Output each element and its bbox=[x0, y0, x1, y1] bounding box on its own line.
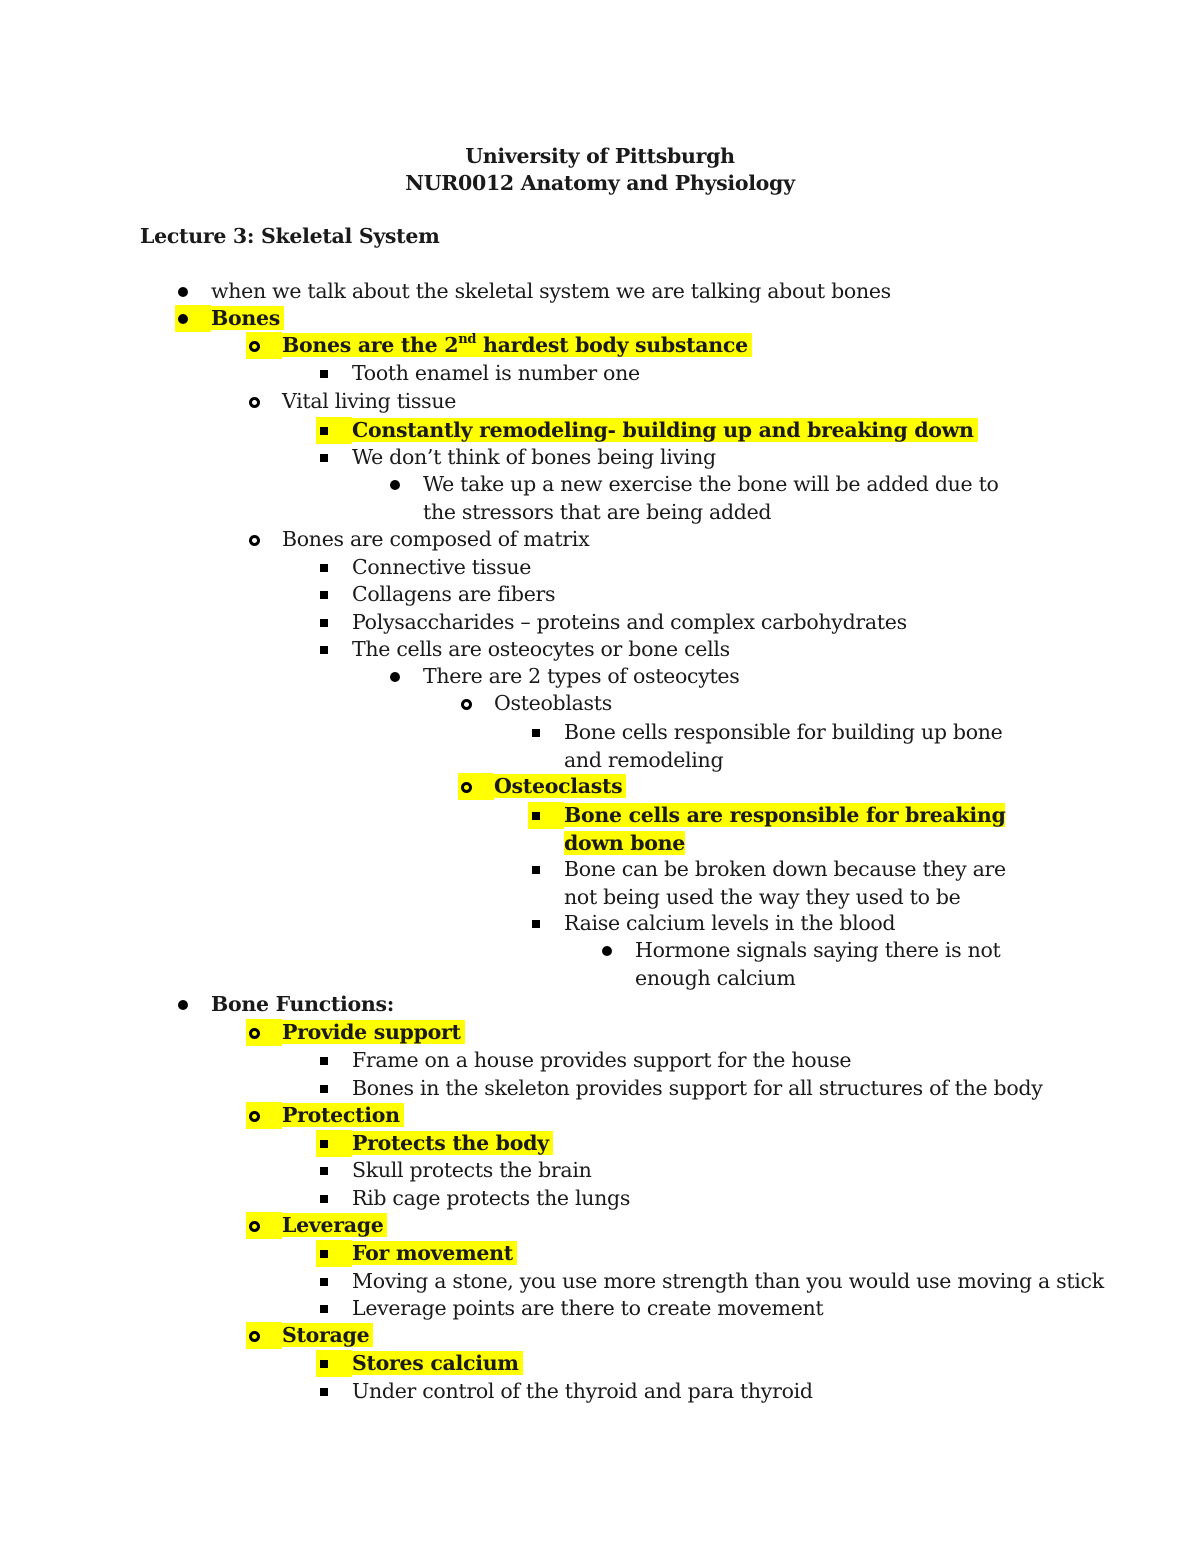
outline-item-text: Tooth enamel is number one bbox=[352, 361, 640, 385]
outline-item-protection bbox=[246, 1102, 404, 1130]
outline-item-text: Connective tissue bbox=[352, 555, 532, 579]
university-title: University of Pittsburgh bbox=[465, 144, 735, 168]
outline-item-tooth-enamel bbox=[316, 360, 640, 388]
square-bullet-icon bbox=[316, 554, 336, 581]
square-bullet-icon bbox=[316, 1075, 336, 1102]
outline-item-text: There are 2 types of osteocytes bbox=[423, 664, 740, 688]
square-bullet-icon bbox=[316, 1047, 336, 1074]
square-bullet-icon bbox=[316, 636, 336, 663]
disc-bullet-icon bbox=[175, 991, 195, 1018]
outline-item-text: We don’t think of bones being living bbox=[352, 445, 716, 469]
outline-item-text: Under control of the thyroid and para thyroid bbox=[352, 1379, 813, 1403]
outline-item-text: Skull protects the brain bbox=[352, 1158, 592, 1182]
square-bullet-icon bbox=[316, 581, 336, 608]
circle-bullet-icon bbox=[458, 773, 494, 800]
outline-item-collagens bbox=[316, 581, 555, 609]
outline-item-leverage-points bbox=[316, 1295, 823, 1323]
square-bullet-icon bbox=[316, 1295, 336, 1322]
outline-item-osteocytes bbox=[316, 636, 730, 664]
square-bullet-icon bbox=[316, 444, 336, 471]
outline-item-text: Osteoclasts bbox=[494, 774, 626, 798]
outline-item-bones-living bbox=[316, 444, 716, 472]
text-part: hardest body substance bbox=[476, 333, 748, 357]
square-bullet-icon bbox=[316, 1240, 352, 1267]
outline-item-text: Stores calcium bbox=[352, 1351, 523, 1375]
outline-item-text: We take up a new exercise the bone will be added due to the stressors that are being added bbox=[423, 472, 999, 524]
outline-item-text: Moving a stone, you use more strength than you would use moving a stick bbox=[352, 1269, 1104, 1293]
outline-item-text: Protects the body bbox=[352, 1131, 553, 1155]
outline-item-skeleton-support bbox=[316, 1075, 1043, 1103]
outline-item-text bbox=[282, 333, 752, 357]
square-bullet-icon bbox=[528, 802, 564, 829]
outline-item-frame-house bbox=[316, 1047, 851, 1075]
outline-item-rib-cage bbox=[316, 1185, 630, 1213]
outline-item-storage bbox=[246, 1322, 373, 1350]
square-bullet-icon bbox=[316, 1130, 352, 1157]
outline-item-stores-calcium bbox=[316, 1350, 523, 1378]
outline-item-text: Protection bbox=[282, 1103, 404, 1127]
outline-item-vital-tissue bbox=[246, 388, 456, 416]
square-bullet-icon bbox=[316, 1378, 336, 1405]
circle-bullet-icon bbox=[458, 690, 478, 717]
outline-item-text: Provide support bbox=[282, 1020, 465, 1044]
outline-item-polysaccharides bbox=[316, 609, 907, 637]
outline-item-text: Bones are composed of matrix bbox=[282, 527, 590, 551]
course-title: NUR0012 Anatomy and Physiology bbox=[405, 171, 795, 195]
outline-item-text: The cells are osteocytes or bone cells bbox=[352, 637, 730, 661]
outline-item-text: Bone cells are responsible for breaking down bone bbox=[564, 803, 1006, 855]
outline-item-broken-down bbox=[528, 856, 1018, 911]
outline-item-text: Raise calcium levels in the blood bbox=[564, 911, 896, 935]
outline-item-text: Osteoblasts bbox=[494, 691, 612, 715]
disc-bullet-icon bbox=[175, 278, 195, 305]
square-bullet-icon bbox=[528, 856, 548, 883]
outline-item-thyroid bbox=[316, 1378, 813, 1406]
outline-item-text: Bone can be broken down because they are not being used the way they used to be bbox=[564, 857, 1006, 909]
outline-item-matrix bbox=[246, 526, 589, 554]
circle-bullet-icon bbox=[246, 1102, 282, 1129]
outline-item-hardest-substance bbox=[246, 332, 752, 360]
outline-item-osteoclasts bbox=[458, 773, 626, 801]
outline-item-text: Storage bbox=[282, 1323, 373, 1347]
disc-bullet-icon bbox=[175, 305, 211, 332]
outline-item-text: Bones in the skeleton provides support for all structures of the body bbox=[352, 1076, 1043, 1100]
square-bullet-icon bbox=[316, 1268, 336, 1295]
outline-item-text: Constantly remodeling- building up and breaking down bbox=[352, 418, 978, 442]
outline-item-text: Leverage points are there to create movement bbox=[352, 1296, 824, 1320]
outline-item-protects-body bbox=[316, 1130, 553, 1158]
outline-item-bone-functions bbox=[175, 991, 394, 1019]
outline-item-raise-calcium bbox=[528, 910, 895, 938]
outline-item-exercise bbox=[387, 471, 1007, 526]
outline-item-text: Hormone signals saying there is not enough calcium bbox=[635, 938, 1001, 990]
outline-item-text: Leverage bbox=[282, 1213, 387, 1237]
circle-bullet-icon bbox=[246, 1322, 282, 1349]
square-bullet-icon bbox=[316, 1350, 352, 1377]
outline-item-osteoblasts bbox=[458, 690, 612, 718]
circle-bullet-icon bbox=[246, 1212, 282, 1239]
outline-item-text: Vital living tissue bbox=[282, 389, 457, 413]
outline-item-text: Bone Functions: bbox=[211, 992, 395, 1016]
outline-item-text: Frame on a house provides support for the house bbox=[352, 1048, 852, 1072]
outline-item-bones bbox=[175, 305, 284, 333]
outline-item-osteoclasts-desc bbox=[528, 802, 1024, 857]
square-bullet-icon bbox=[316, 609, 336, 636]
square-bullet-icon bbox=[316, 1185, 336, 1212]
outline-item-remodeling bbox=[316, 417, 978, 445]
outline-item-text: when we talk about the skeletal system we are talking about bones bbox=[211, 279, 891, 303]
square-bullet-icon bbox=[528, 910, 548, 937]
circle-bullet-icon bbox=[246, 332, 282, 359]
outline-item-text: Rib cage protects the lungs bbox=[352, 1186, 631, 1210]
superscript: nd bbox=[458, 332, 477, 348]
outline-item-text: Bone cells responsible for building up bone and remodeling bbox=[564, 720, 1003, 772]
outline-item-text: Bones bbox=[211, 306, 284, 330]
outline-item-hormone-signals bbox=[599, 937, 1059, 992]
outline-item-text-wrap bbox=[564, 802, 1024, 857]
square-bullet-icon bbox=[316, 417, 352, 444]
outline-item-support bbox=[246, 1019, 465, 1047]
outline-item-leverage bbox=[246, 1212, 387, 1240]
text-part: Bones are the 2 bbox=[282, 333, 459, 357]
disc-bullet-icon bbox=[599, 937, 619, 964]
circle-bullet-icon bbox=[246, 1019, 282, 1046]
outline-item-stone-stick bbox=[316, 1268, 1104, 1296]
outline-item-skull bbox=[316, 1157, 591, 1185]
outline-item-movement bbox=[316, 1240, 517, 1268]
lecture-title: Lecture 3: Skeletal System bbox=[140, 224, 440, 248]
outline-item-text: Polysaccharides – proteins and complex carbohydrates bbox=[352, 610, 907, 634]
circle-bullet-icon bbox=[246, 526, 266, 553]
outline-item-skeletal-intro bbox=[175, 278, 891, 306]
outline-item-text: Collagens are fibers bbox=[352, 582, 556, 606]
outline-item-connective-tissue bbox=[316, 554, 531, 582]
square-bullet-icon bbox=[528, 719, 548, 746]
outline-item-text: For movement bbox=[352, 1241, 517, 1265]
outline-item-osteocyte-types bbox=[387, 663, 739, 691]
circle-bullet-icon bbox=[246, 388, 266, 415]
disc-bullet-icon bbox=[387, 471, 407, 498]
outline-item-osteoblasts-desc bbox=[528, 719, 1018, 774]
square-bullet-icon bbox=[316, 1157, 336, 1184]
disc-bullet-icon bbox=[387, 663, 407, 690]
square-bullet-icon bbox=[316, 360, 336, 387]
